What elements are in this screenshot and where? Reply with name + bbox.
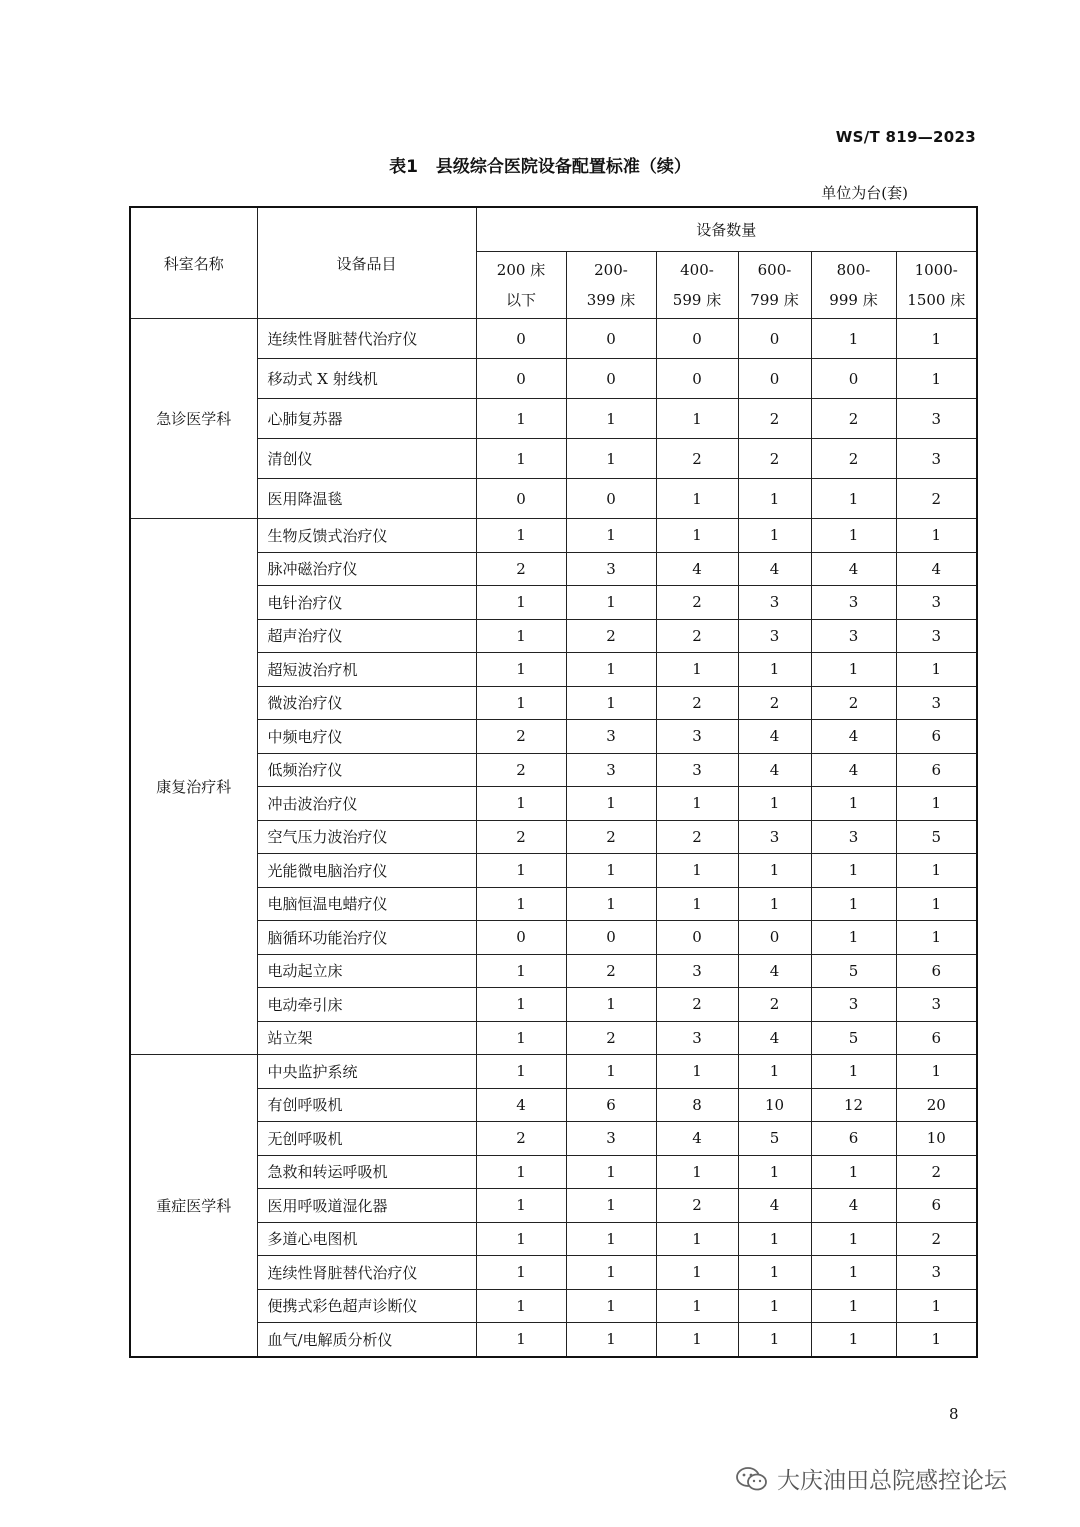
table-row [130, 753, 977, 787]
qty-cell: 2 [566, 954, 656, 988]
header-bed-group [896, 252, 977, 319]
qty-cell: 1 [566, 519, 656, 553]
qty-cell: 1 [738, 787, 811, 821]
qty-cell: 1 [811, 1222, 896, 1256]
qty-cell: 4 [738, 720, 811, 754]
qty-cell: 1 [476, 1189, 566, 1223]
qty-cell: 3 [656, 954, 738, 988]
qty-cell: 1 [476, 619, 566, 653]
qty-cell: 1 [738, 1323, 811, 1357]
header-bed-line: 600- [757, 261, 792, 279]
qty-cell: 1 [656, 653, 738, 687]
qty-cell: 2 [738, 439, 811, 479]
qty-cell: 1 [566, 887, 656, 921]
table-row [130, 854, 977, 888]
item-cell: 空气压力波治疗仪 [257, 820, 476, 854]
qty-cell: 2 [896, 1155, 977, 1189]
qty-cell: 1 [811, 921, 896, 955]
qty-cell: 1 [566, 439, 656, 479]
qty-cell: 3 [566, 1122, 656, 1156]
qty-cell: 1 [656, 1055, 738, 1089]
qty-cell: 2 [566, 820, 656, 854]
qty-cell: 1 [738, 887, 811, 921]
header-bed-group [476, 252, 566, 319]
qty-cell: 6 [896, 1021, 977, 1055]
item-cell: 低频治疗仪 [257, 753, 476, 787]
header-bed-line: 999 床 [829, 291, 878, 309]
table-row [130, 1222, 977, 1256]
table-title [0, 152, 1080, 177]
qty-cell: 1 [476, 787, 566, 821]
qty-cell: 1 [896, 1323, 977, 1357]
item-cell: 心肺复苏器 [257, 399, 476, 439]
qty-cell: 1 [896, 519, 977, 553]
qty-cell: 4 [738, 753, 811, 787]
qty-cell: 0 [566, 359, 656, 399]
qty-cell: 3 [566, 552, 656, 586]
qty-cell: 2 [656, 586, 738, 620]
qty-cell: 1 [566, 1323, 656, 1357]
qty-cell: 1 [476, 653, 566, 687]
header-dept: 科室名称 [130, 207, 257, 319]
qty-cell: 1 [566, 1222, 656, 1256]
qty-cell: 0 [566, 319, 656, 359]
item-cell: 清创仪 [257, 439, 476, 479]
qty-cell: 0 [738, 359, 811, 399]
qty-cell: 1 [811, 1055, 896, 1089]
qty-cell: 6 [896, 954, 977, 988]
qty-cell: 2 [476, 1122, 566, 1156]
qty-cell: 1 [476, 988, 566, 1022]
table-row [130, 1122, 977, 1156]
qty-cell: 3 [738, 619, 811, 653]
qty-cell: 10 [896, 1122, 977, 1156]
qty-cell: 5 [811, 1021, 896, 1055]
qty-cell: 0 [738, 319, 811, 359]
qty-cell: 1 [738, 1289, 811, 1323]
table-row [130, 1155, 977, 1189]
table-row [130, 653, 977, 687]
qty-cell: 1 [566, 1155, 656, 1189]
qty-cell: 1 [896, 887, 977, 921]
qty-cell: 1 [476, 686, 566, 720]
qty-cell: 0 [566, 921, 656, 955]
qty-cell: 3 [656, 720, 738, 754]
table-row [130, 686, 977, 720]
qty-cell: 2 [476, 552, 566, 586]
qty-cell: 1 [896, 1289, 977, 1323]
table-row [130, 921, 977, 955]
qty-cell: 5 [738, 1122, 811, 1156]
qty-cell: 1 [476, 1155, 566, 1189]
qty-cell: 1 [896, 787, 977, 821]
header-bed-line: 1000- [914, 261, 958, 279]
qty-cell: 1 [811, 653, 896, 687]
table-number: 表1 [389, 157, 418, 177]
item-cell: 医用呼吸道湿化器 [257, 1189, 476, 1223]
qty-cell: 1 [656, 399, 738, 439]
watermark-text: 大庆油田总院感控论坛 [777, 1468, 1007, 1494]
qty-cell: 1 [656, 1222, 738, 1256]
qty-cell: 1 [811, 519, 896, 553]
qty-cell: 6 [811, 1122, 896, 1156]
item-cell: 电脑恒温电蜡疗仪 [257, 887, 476, 921]
qty-cell: 1 [476, 1021, 566, 1055]
qty-cell: 5 [811, 954, 896, 988]
item-cell: 站立架 [257, 1021, 476, 1055]
qty-cell: 2 [656, 1189, 738, 1223]
item-cell: 便携式彩色超声诊断仪 [257, 1289, 476, 1323]
qty-cell: 2 [738, 686, 811, 720]
qty-cell: 0 [476, 319, 566, 359]
item-cell: 急救和转运呼吸机 [257, 1155, 476, 1189]
standard-code: WS/T 819—2023 [835, 128, 976, 146]
item-cell: 中央监护系统 [257, 1055, 476, 1089]
qty-cell: 2 [656, 820, 738, 854]
dept-cell: 急诊医学科 [130, 319, 257, 519]
qty-cell: 2 [476, 753, 566, 787]
qty-cell: 1 [476, 1222, 566, 1256]
qty-cell: 0 [476, 359, 566, 399]
qty-cell: 2 [656, 619, 738, 653]
qty-cell: 1 [738, 1055, 811, 1089]
qty-cell: 1 [566, 1289, 656, 1323]
page-number: 8 [949, 1405, 959, 1423]
qty-cell: 3 [811, 619, 896, 653]
qty-cell: 1 [896, 319, 977, 359]
qty-cell: 1 [738, 1222, 811, 1256]
item-cell: 有创呼吸机 [257, 1088, 476, 1122]
table-row [130, 1021, 977, 1055]
qty-cell: 1 [566, 399, 656, 439]
header-bed-group [656, 252, 738, 319]
qty-cell: 1 [566, 686, 656, 720]
header-bed-line: 400- [680, 261, 714, 279]
qty-cell: 6 [896, 1189, 977, 1223]
table-row [130, 887, 977, 921]
header-bed-line: 1500 床 [907, 291, 966, 309]
qty-cell: 1 [738, 854, 811, 888]
qty-cell: 1 [738, 1155, 811, 1189]
qty-cell: 1 [476, 887, 566, 921]
qty-cell: 3 [566, 753, 656, 787]
table-row [130, 586, 977, 620]
qty-cell: 2 [656, 988, 738, 1022]
qty-cell: 4 [896, 552, 977, 586]
table-row [130, 1289, 977, 1323]
qty-cell: 1 [566, 586, 656, 620]
item-cell: 多道心电图机 [257, 1222, 476, 1256]
qty-cell: 12 [811, 1088, 896, 1122]
qty-cell: 1 [738, 479, 811, 519]
header-bed-line: 200 床 [496, 261, 546, 279]
qty-cell: 3 [896, 439, 977, 479]
qty-cell: 1 [656, 787, 738, 821]
item-cell: 电动牵引床 [257, 988, 476, 1022]
item-cell: 无创呼吸机 [257, 1122, 476, 1156]
table-row [130, 1088, 977, 1122]
qty-cell: 6 [896, 753, 977, 787]
table-row [130, 1055, 977, 1089]
qty-cell: 0 [656, 921, 738, 955]
item-cell: 连续性肾脏替代治疗仪 [257, 319, 476, 359]
table-row [130, 519, 977, 553]
qty-cell: 1 [896, 921, 977, 955]
item-cell: 连续性肾脏替代治疗仪 [257, 1256, 476, 1290]
qty-cell: 2 [896, 479, 977, 519]
qty-cell: 2 [811, 686, 896, 720]
header-bed-line: 799 床 [750, 291, 799, 309]
qty-cell: 1 [656, 519, 738, 553]
item-cell: 超声治疗仪 [257, 619, 476, 653]
qty-cell: 1 [476, 439, 566, 479]
qty-cell: 4 [656, 1122, 738, 1156]
qty-cell: 4 [811, 720, 896, 754]
wechat-icon [735, 1465, 769, 1493]
header-bed-line: 200- [594, 261, 628, 279]
qty-cell: 1 [656, 1155, 738, 1189]
qty-cell: 3 [896, 586, 977, 620]
equipment-table [129, 206, 978, 1358]
qty-cell: 1 [476, 1323, 566, 1357]
qty-cell: 1 [896, 359, 977, 399]
header-bed-line: 599 床 [672, 291, 722, 309]
table-row [130, 720, 977, 754]
item-cell: 移动式 X 射线机 [257, 359, 476, 399]
qty-cell: 1 [811, 1155, 896, 1189]
qty-cell: 2 [811, 399, 896, 439]
watermark [735, 1462, 1007, 1495]
qty-cell: 2 [738, 988, 811, 1022]
qty-cell: 20 [896, 1088, 977, 1122]
qty-cell: 1 [566, 787, 656, 821]
qty-cell: 1 [566, 988, 656, 1022]
qty-cell: 5 [896, 820, 977, 854]
qty-cell: 2 [896, 1222, 977, 1256]
table-row [130, 954, 977, 988]
qty-cell: 4 [738, 552, 811, 586]
qty-cell: 1 [811, 787, 896, 821]
item-cell: 医用降温毯 [257, 479, 476, 519]
qty-cell: 1 [566, 1189, 656, 1223]
table-row [130, 552, 977, 586]
qty-cell: 2 [656, 686, 738, 720]
qty-cell: 1 [811, 887, 896, 921]
qty-cell: 3 [656, 753, 738, 787]
qty-cell: 8 [656, 1088, 738, 1122]
item-cell: 电针治疗仪 [257, 586, 476, 620]
qty-cell: 1 [656, 479, 738, 519]
qty-cell: 1 [896, 653, 977, 687]
qty-cell: 2 [811, 439, 896, 479]
qty-cell: 3 [896, 1256, 977, 1290]
qty-cell: 10 [738, 1088, 811, 1122]
header-bed-line: 以下 [505, 291, 536, 309]
table-row [130, 1323, 977, 1357]
qty-cell: 1 [476, 1256, 566, 1290]
qty-cell: 3 [656, 1021, 738, 1055]
qty-cell: 1 [811, 854, 896, 888]
dept-cell: 重症医学科 [130, 1055, 257, 1357]
qty-cell: 4 [811, 1189, 896, 1223]
qty-cell: 1 [476, 519, 566, 553]
header-bed-group [738, 252, 811, 319]
qty-cell: 1 [738, 1256, 811, 1290]
table-row [130, 319, 977, 359]
qty-cell: 2 [738, 399, 811, 439]
qty-cell: 6 [896, 720, 977, 754]
qty-cell: 1 [656, 1323, 738, 1357]
qty-cell: 2 [476, 820, 566, 854]
table-row [130, 359, 977, 399]
qty-cell: 3 [896, 399, 977, 439]
qty-cell: 1 [476, 854, 566, 888]
item-cell: 脑循环功能治疗仪 [257, 921, 476, 955]
table-row [130, 1189, 977, 1223]
qty-cell: 2 [656, 439, 738, 479]
qty-cell: 1 [566, 1055, 656, 1089]
qty-cell: 1 [656, 1256, 738, 1290]
qty-cell: 1 [566, 653, 656, 687]
qty-cell: 0 [566, 479, 656, 519]
qty-cell: 1 [896, 854, 977, 888]
qty-cell: 1 [476, 954, 566, 988]
qty-cell: 0 [656, 359, 738, 399]
table-row [130, 479, 977, 519]
table-row [130, 988, 977, 1022]
header-item: 设备品目 [257, 207, 476, 319]
qty-cell: 1 [476, 1055, 566, 1089]
table-title-text: 县级综合医院设备配置标准（续） [435, 157, 691, 177]
qty-cell: 2 [566, 619, 656, 653]
header-bed-line: 399 床 [586, 291, 636, 309]
qty-cell: 1 [566, 854, 656, 888]
qty-cell: 1 [656, 887, 738, 921]
qty-cell: 1 [811, 319, 896, 359]
item-cell: 超短波治疗机 [257, 653, 476, 687]
item-cell: 电动起立床 [257, 954, 476, 988]
qty-cell: 4 [738, 954, 811, 988]
qty-cell: 0 [476, 479, 566, 519]
qty-cell: 4 [476, 1088, 566, 1122]
qty-cell: 3 [811, 586, 896, 620]
qty-cell: 3 [738, 586, 811, 620]
qty-cell: 1 [476, 1289, 566, 1323]
qty-cell: 1 [656, 1289, 738, 1323]
qty-cell: 1 [811, 1256, 896, 1290]
qty-cell: 3 [896, 686, 977, 720]
qty-cell: 1 [738, 653, 811, 687]
qty-cell: 4 [811, 753, 896, 787]
qty-cell: 0 [476, 921, 566, 955]
qty-cell: 3 [896, 988, 977, 1022]
qty-cell: 1 [656, 854, 738, 888]
item-cell: 冲击波治疗仪 [257, 787, 476, 821]
qty-cell: 3 [896, 619, 977, 653]
item-cell: 生物反馈式治疗仪 [257, 519, 476, 553]
qty-cell: 2 [476, 720, 566, 754]
qty-cell: 1 [811, 1323, 896, 1357]
header-bed-line: 800- [836, 261, 871, 279]
dept-cell: 康复治疗科 [130, 519, 257, 1055]
table-row [130, 439, 977, 479]
item-cell: 微波治疗仪 [257, 686, 476, 720]
qty-cell: 1 [566, 1256, 656, 1290]
item-cell: 中频电疗仪 [257, 720, 476, 754]
item-cell: 脉冲磁治疗仪 [257, 552, 476, 586]
qty-cell: 3 [738, 820, 811, 854]
table-row [130, 1256, 977, 1290]
qty-cell: 0 [811, 359, 896, 399]
table-row [130, 399, 977, 439]
qty-cell: 1 [896, 1055, 977, 1089]
qty-cell: 4 [656, 552, 738, 586]
item-cell: 光能微电脑治疗仪 [257, 854, 476, 888]
qty-cell: 4 [738, 1189, 811, 1223]
table-row [130, 619, 977, 653]
qty-cell: 0 [656, 319, 738, 359]
qty-cell: 1 [738, 519, 811, 553]
table-row [130, 787, 977, 821]
qty-cell: 6 [566, 1088, 656, 1122]
qty-cell: 0 [738, 921, 811, 955]
qty-cell: 1 [476, 399, 566, 439]
header-bed-group [811, 252, 896, 319]
qty-cell: 4 [811, 552, 896, 586]
qty-cell: 3 [811, 988, 896, 1022]
qty-cell: 1 [476, 586, 566, 620]
qty-cell: 4 [738, 1021, 811, 1055]
qty-cell: 2 [566, 1021, 656, 1055]
qty-cell: 3 [566, 720, 656, 754]
table-row [130, 820, 977, 854]
unit-note: 单位为台(套) [821, 184, 908, 202]
item-cell: 血气/电解质分析仪 [257, 1323, 476, 1357]
qty-cell: 3 [811, 820, 896, 854]
qty-cell: 1 [811, 479, 896, 519]
qty-cell: 1 [811, 1289, 896, 1323]
header-bed-group [566, 252, 656, 319]
header-qty: 设备数量 [476, 207, 977, 252]
